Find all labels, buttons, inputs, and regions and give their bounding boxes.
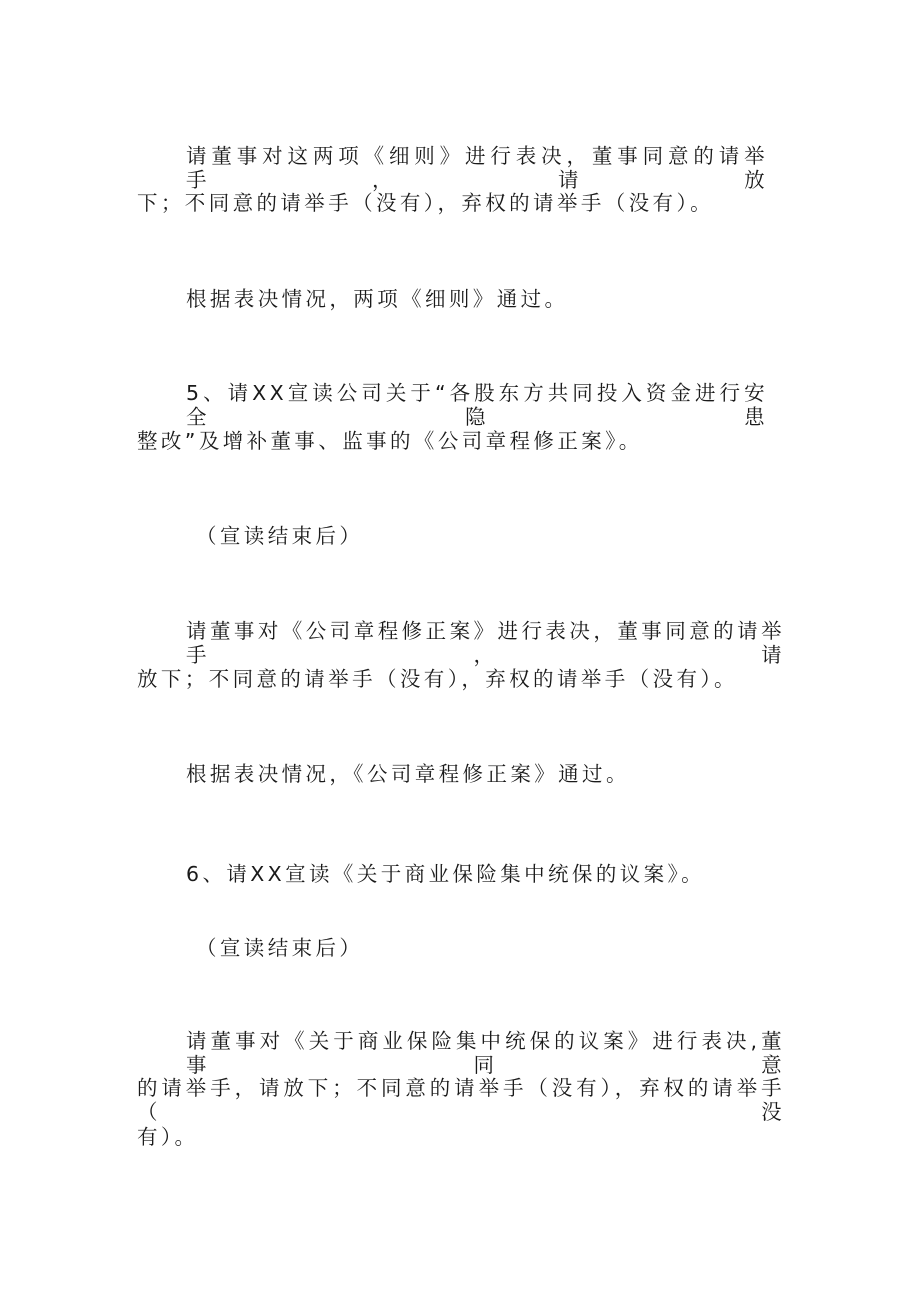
paragraph-7-line-1: 6、请XX宣读《关于商业保险集中统保的议案》。: [186, 862, 706, 886]
paragraph-9-line-3: 有）。: [137, 1125, 199, 1149]
paragraph-8-line-1: （宣读结束后）: [196, 936, 364, 960]
paragraph-1-line-1: 请董事对这两项《细则》进行表决，董事同意的请举手，请放: [186, 144, 768, 192]
paragraph-1-line-2: 下；不同意的请举手（没有），弃权的请举手（没有）。: [137, 191, 714, 215]
paragraph-6-line-1: 根据表决情况，《公司章程修正案》通过。: [186, 762, 630, 786]
paragraph-5-line-2: 放下；不同意的请举手（没有），弃权的请举手（没有）。: [137, 667, 738, 691]
paragraph-5-line-1: 请董事对《公司章程修正案》进行表决，董事同意的请举手，请: [186, 619, 785, 667]
paragraph-9-line-1: 请董事对《关于商业保险集中统保的议案》进行表决,董事同意: [186, 1029, 785, 1077]
paragraph-4-line-1: （宣读结束后）: [196, 524, 364, 548]
paragraph-2-line-1: 根据表决情况，两项《细则》通过。: [186, 287, 569, 311]
paragraph-3-line-1: 5、请XX宣读公司关于“各股东方共同投入资金进行安全隐患: [186, 381, 768, 429]
paragraph-3-line-2: 整改”及增补董事、监事的《公司章程修正案》。: [137, 429, 643, 453]
paragraph-9-line-2: 的请举手，请放下；不同意的请举手（没有），弃权的请举手（没: [137, 1076, 785, 1124]
